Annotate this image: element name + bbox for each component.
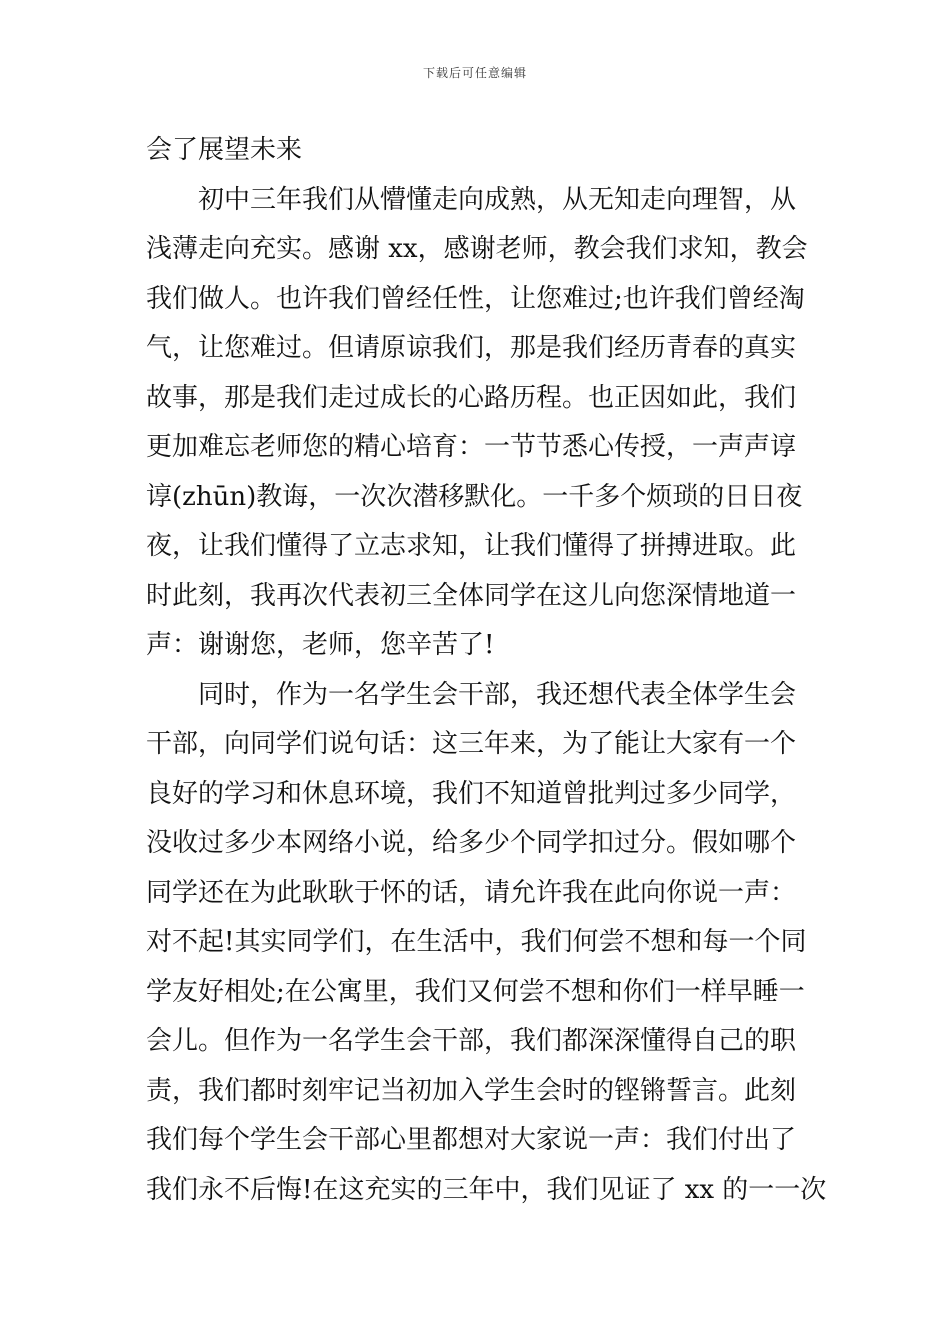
text-line: 浅薄走向充实。感谢 xx，感谢老师，教会我们求知，教会 xyxy=(146,234,808,264)
text-line: 时此刻，我再次代表初三全体同学在这儿向您深情地道一 xyxy=(146,580,797,611)
text-line: 我们每个学生会干部心里都想对大家说一声：我们付出了 xyxy=(146,1125,797,1155)
text-line: 对不起!其实同学们，在生活中，我们何尝不想和每一个同 xyxy=(146,927,807,957)
text-line: 故事，那是我们走过成长的心路历程。也正因如此，我们 xyxy=(146,382,797,413)
text-line: 良好的学习和休息环境，我们不知道曾批判过多少同学， xyxy=(146,778,797,809)
text-line: 气，让您难过。但请原谅我们，那是我们经历青春的真实 xyxy=(146,333,797,363)
text-line: 干部，向同学们说句话：这三年来，为了能让大家有一个 xyxy=(146,729,797,759)
text-line: 我们做人。也许我们曾经任性，让您难过;也许我们曾经淘 xyxy=(146,283,805,314)
text-line: 会了展望未来 xyxy=(146,135,303,165)
text-line: 学友好相处;在公寓里，我们又何尝不想和你们一样早睡一 xyxy=(146,976,805,1007)
paragraph-first-line: 同时，作为一名学生会干部，我还想代表全体学生会 xyxy=(198,679,797,710)
text-line: 责，我们都时刻牢记当初加入学生会时的铿锵誓言。此刻 xyxy=(146,1075,797,1106)
text-line: 夜，让我们懂得了立志求知，让我们懂得了拼搏进取。此 xyxy=(146,531,797,561)
text-line: 声：谢谢您，老师，您辛苦了! xyxy=(146,630,495,660)
text-line: 谆(zhūn)教诲，一次次潜移默化。一千多个烦琐的日日夜 xyxy=(146,481,803,512)
document-body xyxy=(146,126,827,1215)
text-line: 会儿。但作为一名学生会干部，我们都深深懂得自己的职 xyxy=(146,1026,797,1056)
text-line: 同学还在为此耿耿于怀的话，请允许我在此向你说一声： xyxy=(146,877,797,908)
text-line: 更加难忘老师您的精心培育：一节节悉心传授，一声声谆 xyxy=(146,432,797,462)
page-header: 下载后可任意编辑 xyxy=(422,66,527,80)
text-line: 没收过多少本网络小说，给多少个同学扣过分。假如哪个 xyxy=(146,828,797,858)
paragraph-first-line: 初中三年我们从懵懂走向成熟，从无知走向理智，从 xyxy=(198,184,797,215)
text-line: 我们永不后悔!在这充实的三年中，我们见证了 xx 的一一次 xyxy=(146,1174,827,1205)
